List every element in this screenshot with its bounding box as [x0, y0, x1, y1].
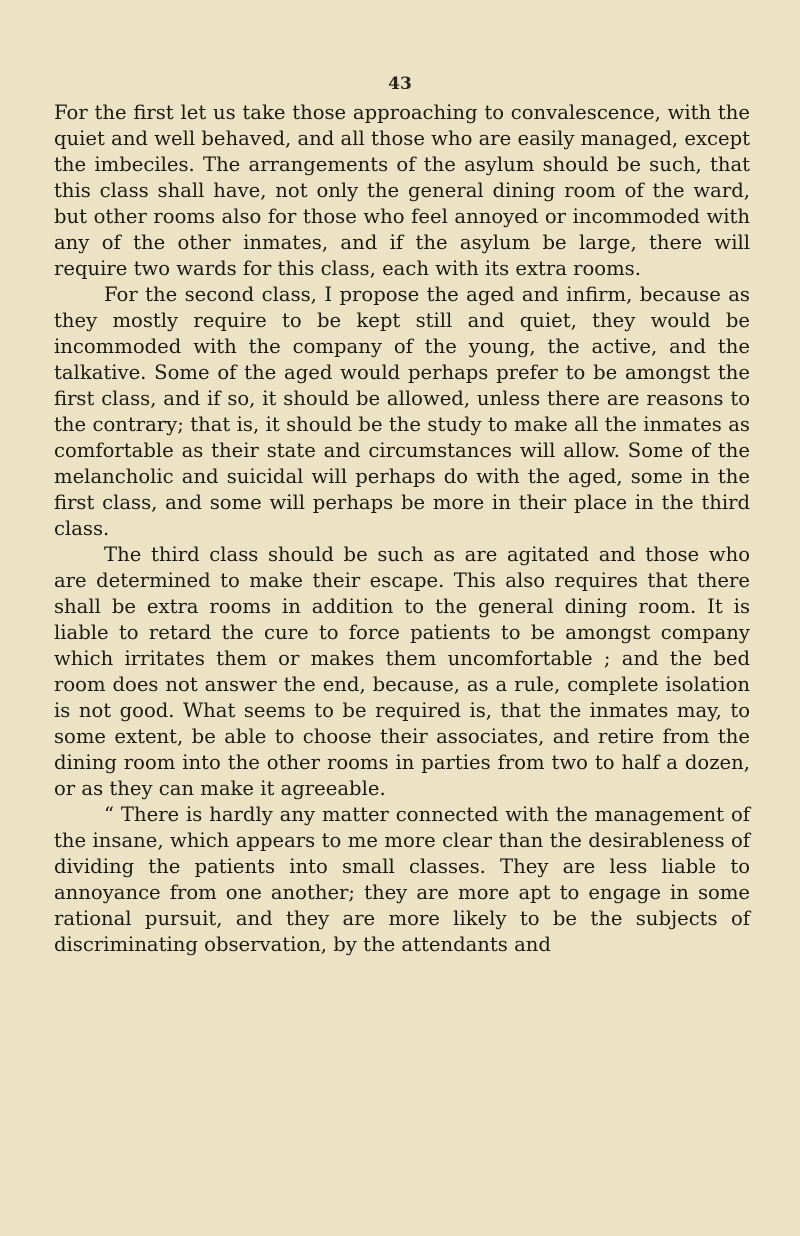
page-number: 43: [388, 74, 412, 94]
page-body: [54, 100, 750, 958]
paragraph-second-class: For the second class, I propose the aged and infirm, because as they mostly require to be kept still and quiet, they would be incommoded with the company of the young, the active, and the talkative. Some of the aged would perhaps prefer to be amongst the first class, and if so, it should be allowed, unless there are reasons to the contrary; that is, it should be the study to make all the inmates as comfortable as their state and circumstances will allow. Some of the melancholic and suicidal will perhaps do with the aged, some in the first class, and some will perhaps be more in their place in the third class.: [54, 283, 750, 540]
paragraph-third-class: The third class should be such as are agitated and those who are determined to make their escape. This also requires that there shall be extra rooms in addition to the general dining room. It is liable to retard the cure to force patients to be amongst company which irritates them or makes them uncomfortable ; and the bed room does not answer the end, because, as a rule, complete isolation is not good. What seems to be required is, that the inmates may, to some extent, be able to choose their associates, and retire from the dining room into the other rooms in parties from two to half a dozen, or as they can make it agreeable.: [54, 543, 750, 800]
paragraph-first-class: For the first let us take those approaching to convalescence, with the quiet and well behaved, and all those who are easily managed, except the imbeciles. The arrangements of the asylum should be such, that this class shall have, not only the general dining room of the ward, but other rooms also for those who feel annoyed or incommoded with any of the other inmates, and if the asylum be large, there will require two wards for this class, each with its extra rooms.: [54, 101, 750, 280]
paragraph-quotation: “ There is hardly any matter connected with the management of the insane, which appears to me more clear than the desirableness of dividing the patients into small classes. They are less liable to annoyance from one another; they are more apt to engage in some rational pursuit, and they are more likely to be the subjects of discriminating observation, by the attendants and: [54, 803, 750, 956]
